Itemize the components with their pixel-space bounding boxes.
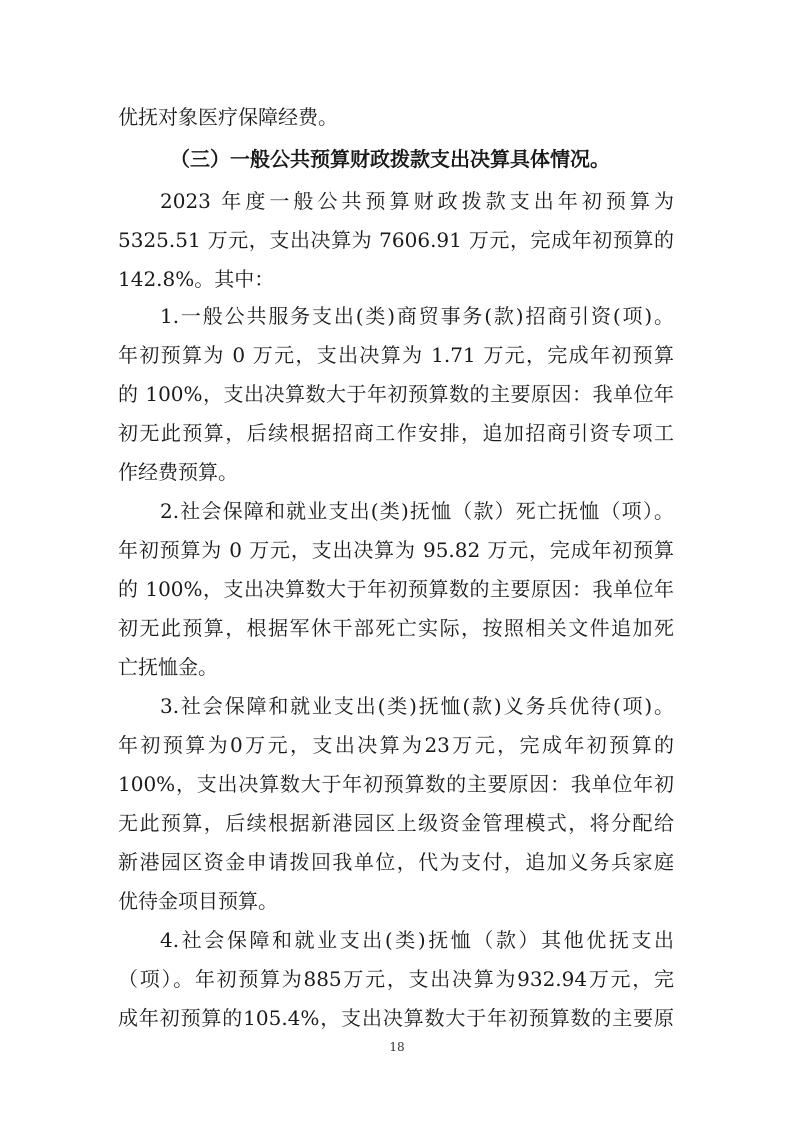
paragraph-line: 新港园区资金申请拨回我单位，代为支付，追加义务兵家庭 bbox=[118, 850, 674, 874]
paragraph-line: 初无此预算，后续根据招商工作安排，追加招商引资专项工 bbox=[118, 421, 674, 445]
section-heading: （三）一般公共预算财政拨款支出决算具体情况。 bbox=[170, 147, 610, 171]
paragraph-line: 成年初预算的105.4%，支出决算数大于年初预算数的主要原 bbox=[118, 1006, 674, 1030]
paragraph-line: 1.一般公共服务支出(类)商贸事务(款)招商引资(项)。 bbox=[160, 304, 674, 328]
paragraph-line: 4.社会保障和就业支出(类)抚恤（款）其他优抚支出 bbox=[160, 928, 674, 952]
paragraph-line: 年初预算为 0 万元，支出决算为 95.82 万元，完成年初预算 bbox=[118, 538, 674, 562]
paragraph-line: 作经费预算。 bbox=[118, 460, 238, 484]
paragraph-line: 142.8%。其中： bbox=[118, 267, 275, 291]
paragraph-line: 优抚对象医疗保障经费。 bbox=[118, 105, 338, 129]
page-number: 18 bbox=[389, 1040, 405, 1054]
paragraph-line: 亡抚恤金。 bbox=[118, 655, 218, 679]
paragraph-line: 初无此预算，根据军休干部死亡实际，按照相关文件追加死 bbox=[118, 616, 674, 640]
paragraph-line: 3.社会保障和就业支出(类)抚恤(款)义务兵优待(项)。 bbox=[160, 694, 674, 718]
paragraph-line: 年初预算为 0 万元，支出决算为 1.71 万元，完成年初预算 bbox=[118, 343, 674, 367]
paragraph-line: 100%，支出决算数大于年初预算数的主要原因：我单位年初 bbox=[118, 772, 674, 796]
paragraph-line: 优待金项目预算。 bbox=[118, 889, 278, 913]
paragraph-line: 5325.51 万元，支出决算为 7606.91 万元，完成年初预算的 bbox=[118, 228, 674, 252]
paragraph-line: （项）。年初预算为885万元，支出决算为932.94万元，完 bbox=[118, 967, 674, 991]
paragraph-line: 2.社会保障和就业支出(类)抚恤（款）死亡抚恤（项）。 bbox=[160, 499, 674, 523]
paragraph-line: 年初预算为0万元，支出决算为23万元，完成年初预算的 bbox=[118, 733, 674, 757]
paragraph-line: 2023 年度一般公共预算财政拨款支出年初预算为 bbox=[160, 189, 674, 213]
paragraph-line: 无此预算，后续根据新港园区上级资金管理模式，将分配给 bbox=[118, 811, 674, 835]
paragraph-line: 的 100%，支出决算数大于年初预算数的主要原因：我单位年 bbox=[118, 382, 674, 406]
paragraph-line: 的 100%，支出决算数大于年初预算数的主要原因：我单位年 bbox=[118, 577, 674, 601]
